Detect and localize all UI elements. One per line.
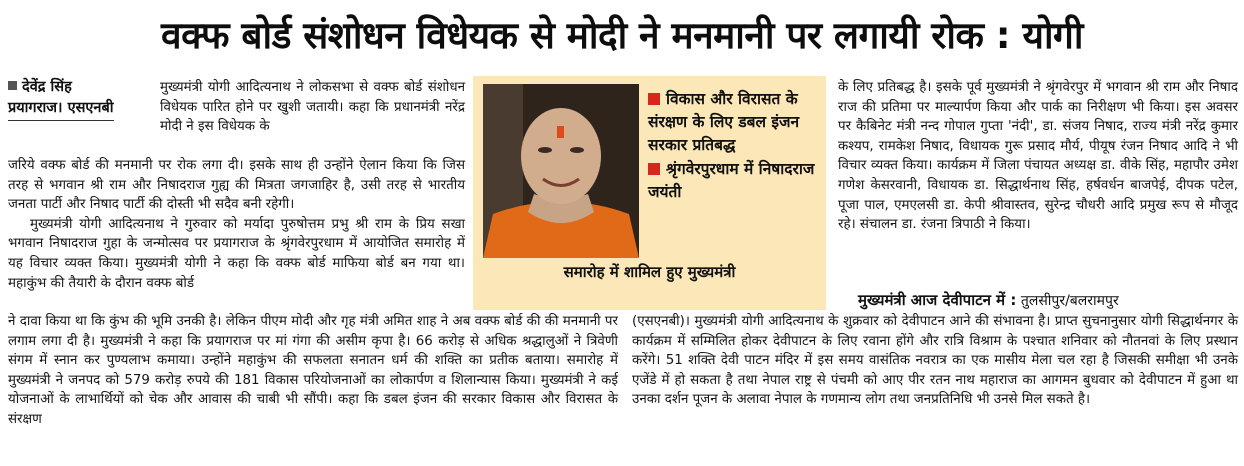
chief-minister-photo [483,84,639,258]
dateline: प्रयागराज। एसएनबी [8,99,114,121]
highlight-points [648,88,826,205]
red-square-bullet-icon [648,163,660,175]
paragraph-intro-continued: जरिये वक्फ बोर्ड की मनमानी पर रोक लगा दी। इसके साथ ही उन्होंने ऐलान किया कि जिस तरह से भगवान श्री राम और निषादराज गुह्य की मित्रता जगजाहिर है, उसी तरह से भारतीय जनता पार्टी और निषाद पार्टी की दोस्ती भी सदैव बनी रहेगी। [8,158,465,213]
bullet-square-icon [8,81,17,90]
paragraph-samaroh: मुख्यमंत्री योगी आदित्यनाथ ने गुरुवार को मर्यादा पुरुषोत्तम प्रभु श्री राम के प्रिय सखा भगवान निषादराज गुहा के जन्मोत्सव पर प्रयागराज के श्रृंगवेरपुरधाम में आयोजित समारोह में यह विचार व्यक्त किया। मुख्यमंत्री योगी ने कहा कि वक्फ बोर्ड माफिया बोर्ड बन गया था। महाकुंभ की तैयारी के दौरान वक्फ बोर्ड [8,216,465,291]
paragraph-intro: मुख्यमंत्री योगी आदित्यनाथ ने लोकसभा से वक्फ बोर्ड संशोधन विधेयक पारित होने पर खुशी जतायी। कहा कि प्रधानमंत्री नरेंद्र मोदी ने इस विधेयक के [160,80,465,135]
byline [8,78,158,121]
paragraph-mahakumbh: ने दावा किया था कि कुंभ की भूमि उनकी है। लेकिन पीएम मोदी और गृह मंत्री अमित शाह ने अब वक्फ बोर्ड की की मनमानी पर लगाम लगा दी है। मुख्यमंत्री ने कहा कि प्रयागराज पर मां गंगा की असीम कृपा है। 66 करोड़ से अधिक श्रद्धालुओं ने त्रिवेणी संगम में स्नान कर पुण्यलाभ कमाया। उन्होंने महाकुंभ की सफलता सनातन धर्म की शक्ति का प्रतीक बताया। समारोह में मुख्यमंत्री ने जनपद को 579 करोड़ रुपये की 181 विकास परियोजनाओं का लोकार्पण व शिलान्यास किया। मुख्यमंत्री ने कई योजनाओं के लाभार्थियों को चेक और आवास की चाबी भी सौंपी। कहा कि डबल इंजन की सरकार विकास और विरासत के संरक्षण [8,314,618,427]
article-column-1-wide [8,312,618,430]
red-square-bullet-icon [648,93,660,105]
article-column-1 [8,156,465,293]
subheading [858,290,1238,311]
subheading-place: तुलसीपुर/बलरामपुर [1020,293,1119,309]
subheading-title: मुख्यमंत्री आज देवीपाटन में : [858,291,1017,309]
highlight-point: श्रृंगवेरपुरधाम में निषादराज जयंती [648,160,815,201]
article-column-1-top [160,78,465,137]
author-name: देवेंद्र सिंह [22,79,72,95]
portrait-image [483,84,639,258]
article-column-3 [838,78,1238,235]
paragraph-devipatan: (एसएनबी)। मुख्यमंत्री योगी आदित्यनाथ के शुक्रवार को देवीपाटन आने की संभावना है। प्राप्त सुचनानुसार योगी सिद्धार्थनगर के कार्यक्रम में सम्मिलित होकर देवीपाटन के लिए रवाना होंगे और रात्रि विश्राम के पश्चात शनिवार को नौतनवां के लिए प्रस्थान करेंगे। 51 शक्ति देवी पाटन मंदिर में इस समय वासंतिक नवरात्र का एक मासीय मेला चल रहा है जिसकी समीक्षा भी उनके एजेंडे में हो सकता है तथा नेपाल राष्ट्र से पंचमी को आए पीर रतन नाथ महाराज का आगमन बुधवार को देवीपाटन में हुआ था उनका दर्शन पूजन के अलावा नेपाल के गणमान्य लोग तथा जनप्रतिनिधि भी उनसे मिल सकते है। [632,314,1238,408]
paragraph-karyakram: के लिए प्रतिबद्ध है। इसके पूर्व मुख्यमंत्री ने श्रृंगवेरपुर में भगवान श्री राम और निषाद राज की प्रतिमा पर माल्यार्पण किया और पार्क का निरीक्षण भी किया। इस अवसर पर कैबिनेट मंत्री नन्द गोपाल गुप्ता 'नंदी', डा. संजय निषाद, राज्य मंत्री नरेंद्र कुमार कश्यप, रामकेश निषाद, विधायक गुरू प्रसाद मौर्य, पीयूष रंजन निषाद आदि ने भी विचार व्यक्त किया। कार्यक्रम में जिला पंचायत अध्यक्ष डा. वीके सिंह, महापौर उमेश गणेश केसरवानी, विधायक डा. सिद्धार्थनाथ सिंह, हर्षवर्धन बाजपेई, दीपक पटेल, पूजा पाल, एमएलसी डा. केपी श्रीवास्तव, सुरेन्द्र चौधरी आदि प्रमुख रूप से मौजूद रहे। संचालन डा. रंजना त्रिपाठी ने किया। [838,80,1238,233]
headline: वक्फ बोर्ड संशोधन विधेयक से मोदी ने मनमानी पर लगायी रोक : योगी [161,14,1083,57]
photo-caption: समारोह में शामिल हुए मुख्यमंत्री [563,263,736,281]
highlight-point: विकास और विरासत के संरक्षण के लिए डबल इंजन सरकार प्रतिबद्ध [648,90,800,154]
article-column-4 [632,312,1238,410]
